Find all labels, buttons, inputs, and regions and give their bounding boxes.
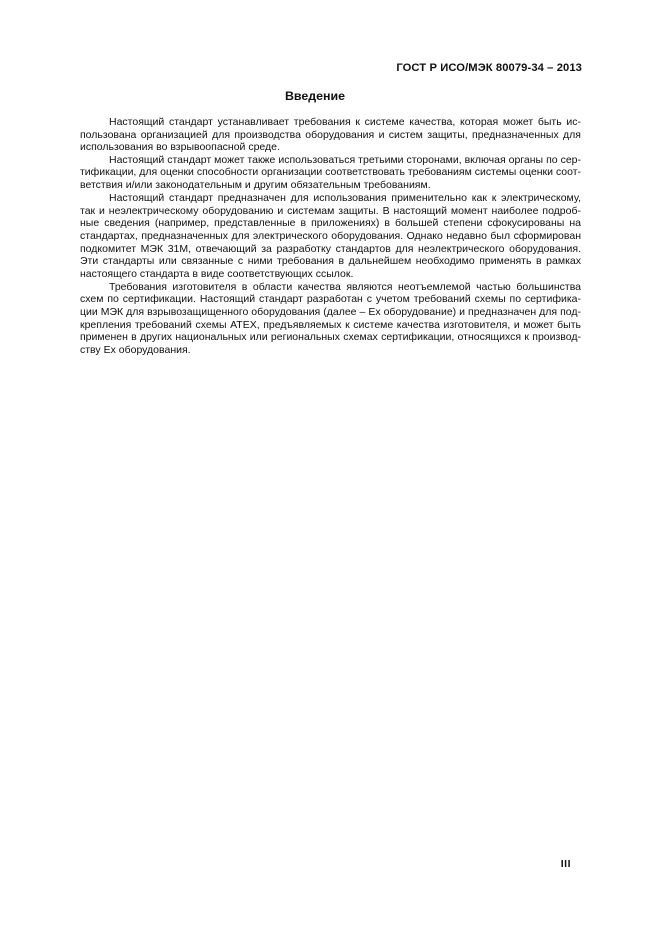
text-line: ции МЭК для взрывозащищенного оборудования (далее – Ex оборудование) и предназначен для под- [80, 305, 581, 318]
text-line: Настоящий стандарт предназначен для использования применительно как к электрическому, [109, 191, 581, 204]
document-code-header: ГОСТ Р ИСО/МЭК 80079-34 – 2013 [396, 62, 582, 74]
text-line: Настоящий стандарт устанавливает требования к системе качества, которая может быть ис- [109, 116, 581, 128]
text-line: ству Ex оборудования. [80, 343, 191, 356]
page-number: III [560, 858, 571, 870]
text-line: ветствия и/или законодательным и другим обязательным требованиям. [80, 179, 431, 192]
paragraph-3 [80, 192, 581, 281]
text-line: тификации, для оценки способности организации соответствовать требованиям системы оценки соот- [80, 166, 581, 178]
text-line: Эти стандарты или связанные с ними требования в дальнейшем необходимо применять в рамках [80, 255, 581, 268]
text-line: схем по сертификации. Настоящий стандарт разработан с учетом требований схемы по сертифика- [80, 293, 581, 306]
text-line: подкомитет МЭК 31М, отвечающий за разработку стандартов для неэлектрического оборудования. [80, 242, 581, 255]
text-line: Настоящий стандарт может также использоваться третьими сторонами, включая органы по сер- [109, 153, 581, 166]
text-line: ные сведения (например, представленные в приложениях) в большей степени сфокусированы на [80, 217, 581, 230]
text-line: стандартах, предназначенных для электрического оборудования. Однако недавно был сформирован [80, 229, 581, 242]
text-line: пользована организацией для производства оборудования и систем защиты, предназначенных для [80, 128, 581, 141]
body-text [80, 116, 581, 356]
text-line: использования во взрывоопасной среде. [80, 141, 280, 154]
text-line: так и неэлектрическому оборудованию и системам защиты. В настоящий момент наиболее подроб- [80, 204, 581, 217]
text-line: настоящего стандарта в виде соответствующих ссылок. [80, 267, 354, 280]
text-line: крепления требований схемы ATEX, предъявляемых к системе качества изготовителя, и может быть [80, 318, 581, 331]
paragraph-2 [80, 154, 581, 192]
paragraph-4 [80, 281, 581, 357]
text-line: Требования изготовителя в области качества являются неотъемлемой частью большинства [109, 280, 581, 293]
section-title: Введение [284, 89, 346, 103]
paragraph-1 [80, 116, 581, 154]
text-line: применен в других национальных или региональных схемах сертификации, относящихся к производ- [80, 331, 581, 344]
